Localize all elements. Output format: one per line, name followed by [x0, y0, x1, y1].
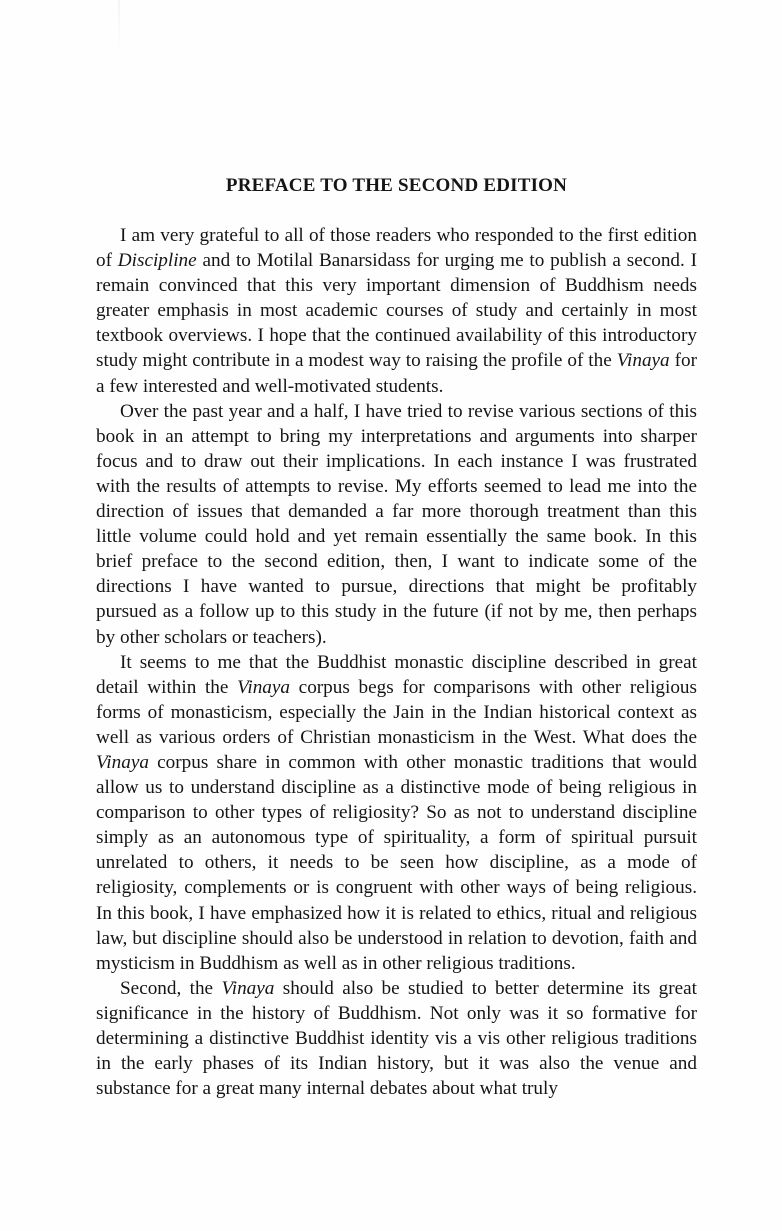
page-edge-shadow [118, 0, 120, 60]
text-segment: for a few interested and well-motivated students. [96, 350, 697, 397]
text-segment: and to Motilal Banarsidass for urging me to publish a second. I remain convinced that this very important dimension of Buddhism needs greater emphasis in most academic courses of study and certainly in most textbook overviews. I hope that the continued availability of this introductory study might contribute in a modest way to raising the profile of the [96, 250, 698, 372]
italic-title: Vinaya [96, 751, 149, 773]
italic-title: Discipline [117, 250, 197, 272]
text-segment: corpus share in common with other monastic traditions that would allow us to understand discipline as a distinctive mode of being religious in comparison to other types of religiosity? So as not to understand discipline simply as an autonomous type of spirituality, a form of spiritual pursuit unrelated to others, it needs to be seen how discipline, as a mode of religiosity, complements or is congruent with other ways of being religious. In this book, I have emphasized how it is related to ethics, ritual and religious law, but discipline should also be understood in relation to devotion, faith and mysticism in Buddhism as well as in other religious traditions. [96, 751, 697, 974]
preface-paragraph [96, 650, 697, 976]
italic-title: Vinaya [237, 676, 291, 698]
page-content [96, 172, 697, 1101]
preface-paragraph [96, 399, 697, 650]
text-segment: corpus begs for comparisons with other religious forms of monasticism, especially the Jain in the Indian historical context as well as various orders of Christian monasticism in the West. What does the [96, 676, 697, 748]
preface-paragraph [96, 976, 697, 1101]
text-segment: Second, the [120, 977, 222, 999]
page-title: PREFACE TO THE SECOND EDITION [225, 175, 568, 196]
text-segment: It seems to me that the Buddhist monastic discipline described in great detail within the [96, 651, 697, 698]
text-segment: I am very grateful to all of those readers who responded to the first edition of [96, 225, 697, 272]
text-segment: Over the past year and a half, I have tried to revise various sections of this book in an attempt to bring my interpretations and arguments into sharper focus and to draw out their implications. In each instance I was frustrated with the results of attempts to revise. My efforts seemed to lead me into the direction of issues that demanded a far more thorough treatment than this little volume could hold and yet remain essentially the same book. In this brief preface to the second edition, then, I want to indicate some of the directions I have wanted to pursue, directions that might be profitably pursued as a follow up to this study in the future (if not by me, then perhaps by other scholars or teachers). [96, 400, 697, 648]
preface-paragraph [96, 223, 697, 399]
italic-title: Vinaya [616, 350, 670, 372]
text-segment: should also be studied to better determine its great significance in the history of Buddhism. Not only was it so formative for determining a distinctive Buddhist identity vis a vis other religious traditions in the early phases of its Indian history, but it was also the venue and substance for a great many internal debates about what truly [96, 977, 697, 1100]
italic-title: Vinaya [221, 977, 275, 999]
preface-body [96, 223, 697, 1101]
